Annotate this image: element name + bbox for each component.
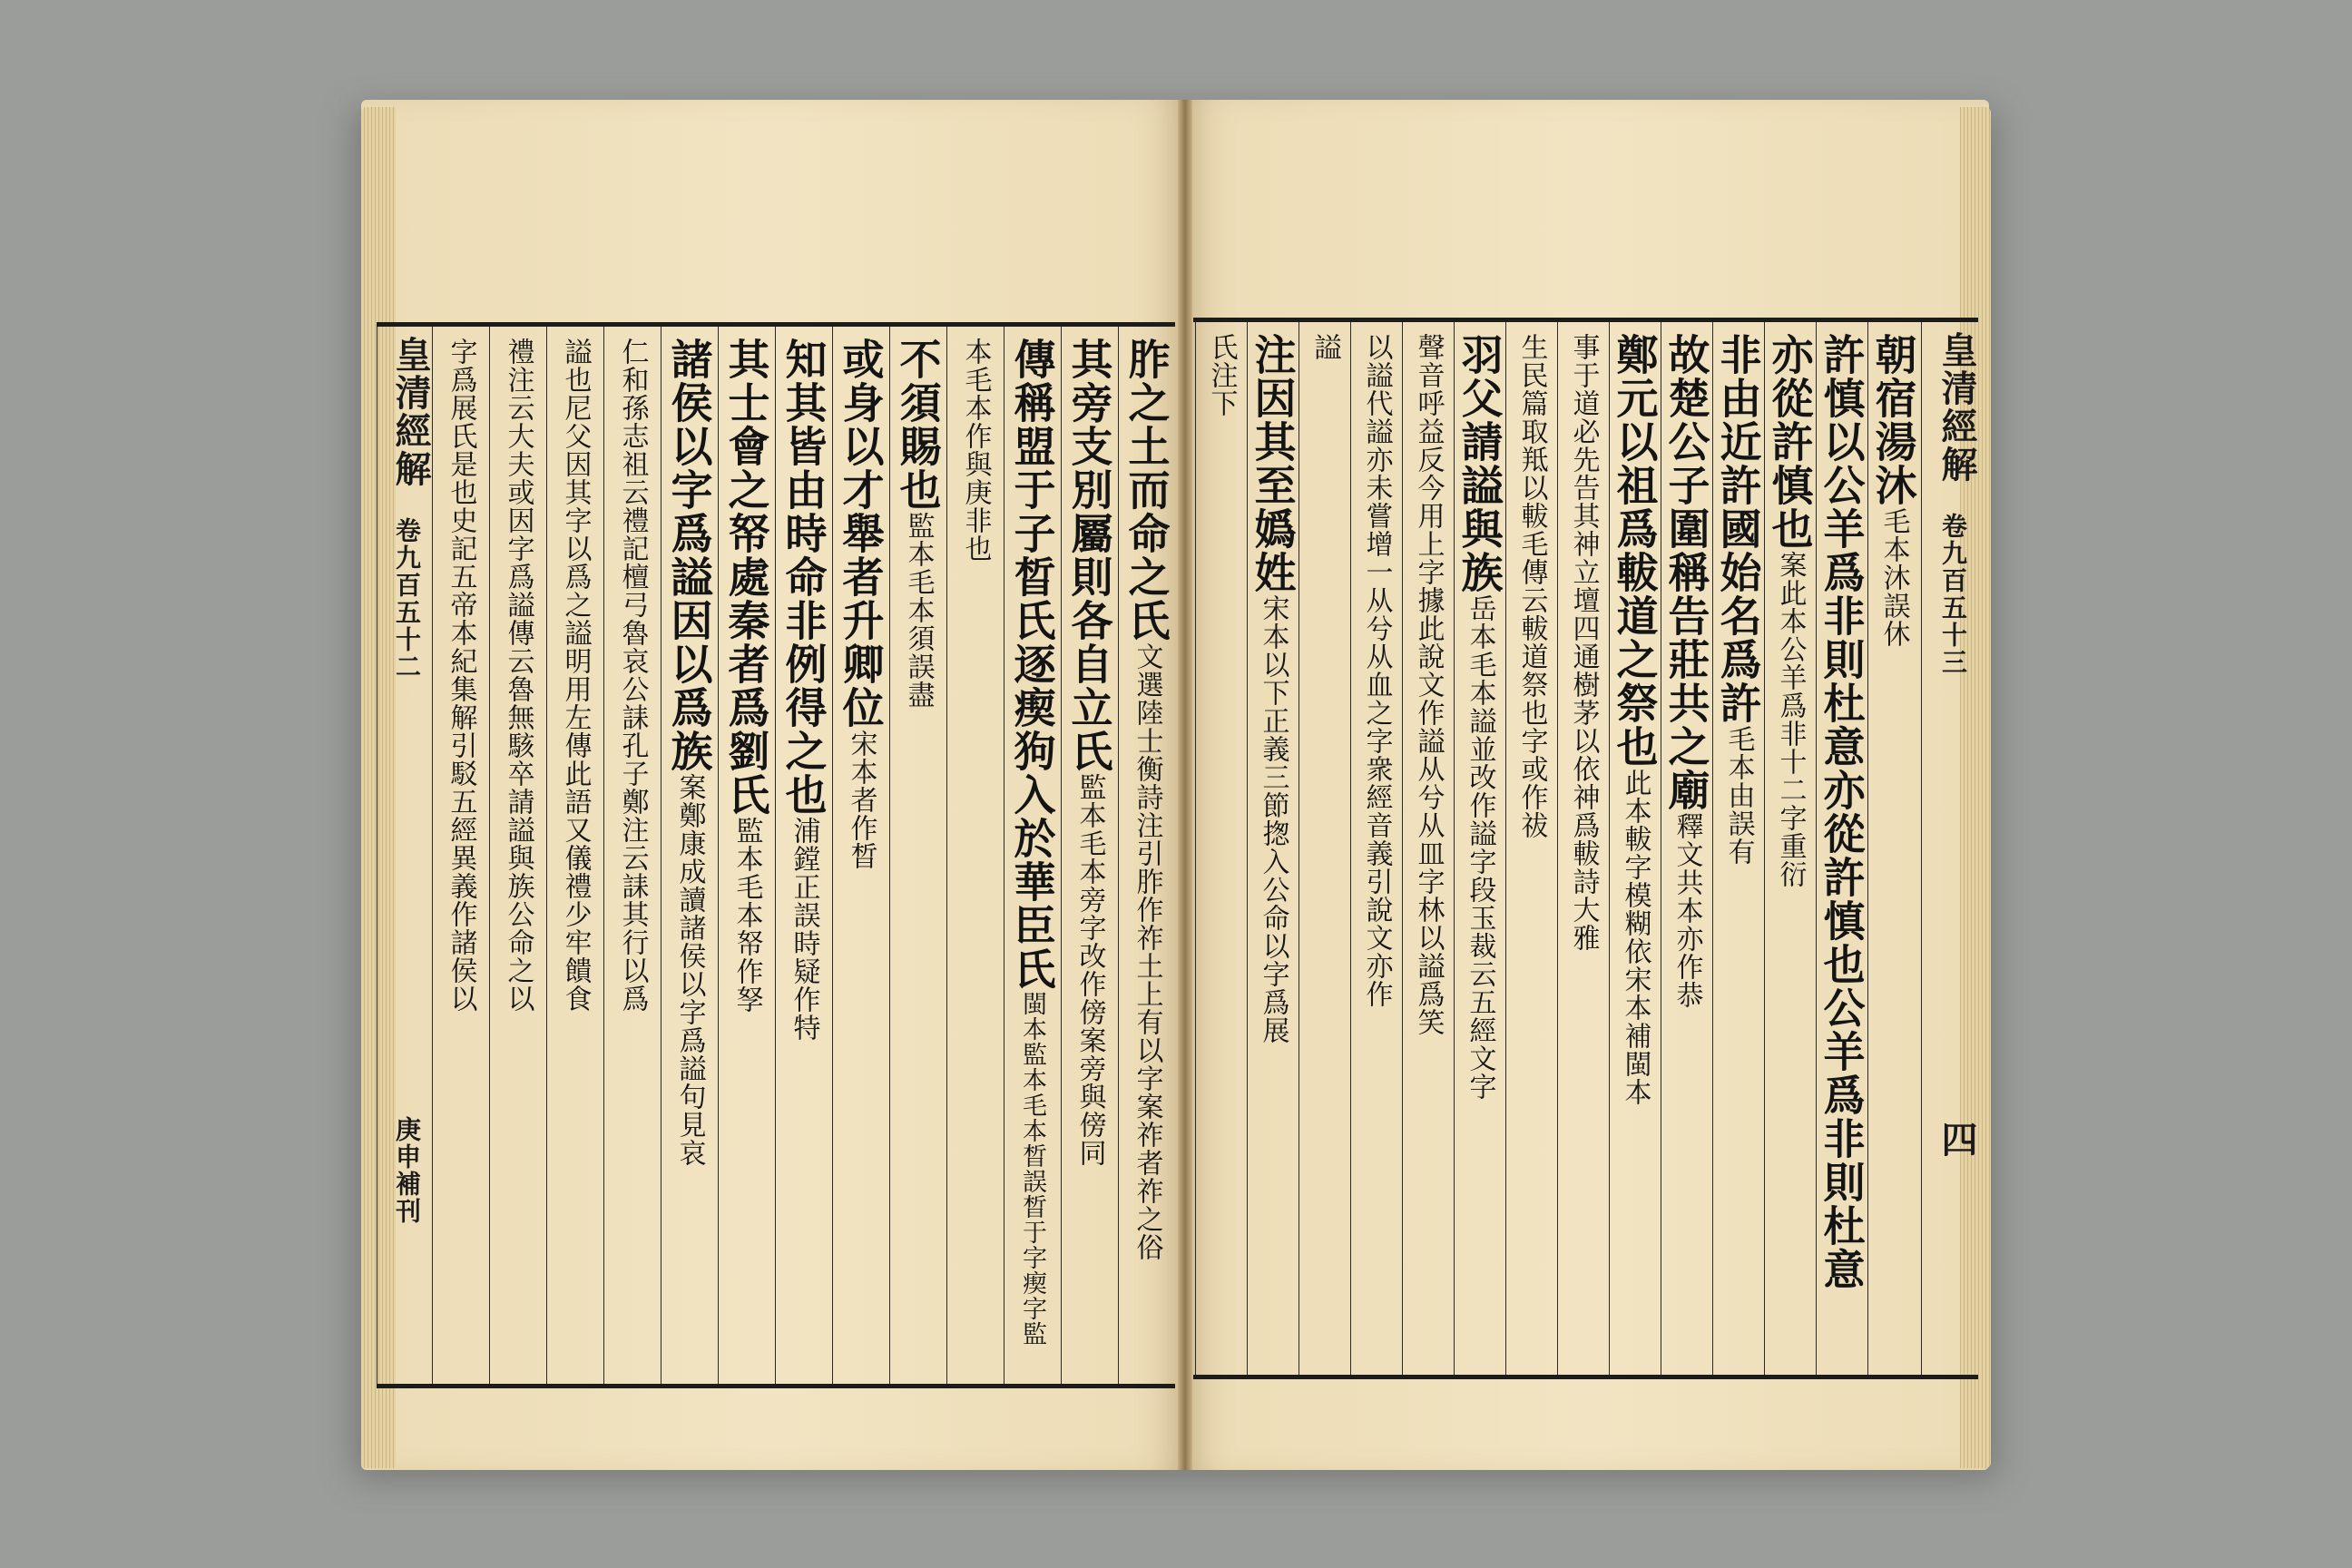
left-column [489,327,547,1384]
right-annotation-text: 宋本以下正義三節揔入公命以字爲展 [1257,594,1289,1044]
left-column [432,327,490,1384]
left-column [1118,327,1176,1384]
left-main-text: 知其皆由時命非例得之也 [779,338,828,817]
right-main-text: 注因其至嬀姓 [1248,333,1298,594]
left-column [889,327,947,1384]
left-column [1061,327,1119,1384]
left-column [603,327,662,1384]
left-main-text: 其士會之帑處秦者爲劉氏 [721,338,771,817]
left-main-text: 其旁支別屬則各自立氏 [1064,338,1114,773]
right-annotation-text: 岳本毛本謚並改作謚字段玉裁云五經文字 [1464,594,1496,1101]
left-annotation-text: 案鄭康成讀諸侯以字爲謚句見哀 [673,773,706,1167]
right-margin-folio: 四 [1936,1121,1978,1159]
right-margin-title: 皇清經解 [1936,331,1978,484]
right-annotation-text: 謚 [1308,333,1341,361]
right-column [1609,322,1661,1375]
left-column [832,327,890,1384]
right-main-text: 亦從許慎也 [1765,333,1815,551]
left-main-text: 或身以才舉者升卿位 [836,338,886,730]
right-column [1454,322,1506,1375]
right-main-text: 羽父請謚與族 [1455,333,1504,594]
right-annotation-text: 毛本沐誤休 [1877,507,1910,648]
left-annotation-text: 禮注云大夫或因字爲謚傳云魯無駭卒請謚與族公命之以 [502,338,534,1013]
left-annotation-text: 監本毛本須誤盡 [902,512,935,709]
left-annotation-text: 字爲展氏是也史記五帝本紀集解引駁五經異義作諸侯以 [445,338,477,1013]
left-margin-footer: 庚申補刊 [392,1116,422,1225]
right-column [1764,322,1817,1375]
right-column [1402,322,1455,1375]
right-annotation-text: 聲音呼益反今用上字據此說文作謚从兮从皿字林以謚爲笑 [1412,333,1445,1036]
right-column [1505,322,1558,1375]
right-column [1557,322,1610,1375]
right-main-text: 鄭元以祖爲軷道之祭也 [1610,333,1660,769]
right-annotation-text: 釋文共本亦作恭 [1671,812,1703,1009]
right-column [1247,322,1299,1375]
right-column [1195,322,1248,1375]
left-column [775,327,833,1384]
left-column [718,327,776,1384]
left-annotation-text: 仁和孫志祖云禮記檀弓魯哀公誄孔子鄭注云誄其行以爲 [616,338,649,1013]
right-text-frame [1193,318,1978,1379]
left-column [1004,327,1062,1384]
left-annotation-text: 監本毛本帑作孥 [730,817,763,1014]
right-annotation-text: 此本軷字模糊依宋本補閩本 [1619,769,1651,1106]
right-column [1350,322,1403,1375]
left-annotation-text: 浦鏜正誤時疑作特 [788,817,820,1042]
left-margin-column [377,327,432,1384]
left-column [661,327,719,1384]
right-annotation-text: 生民篇取羝以軷毛傳云軷道祭也字或作祓 [1515,333,1548,839]
right-annotation-text: 毛本由誤有 [1722,725,1755,866]
left-main-text: 傳稱盟于子晳氏逐瘈狗入於華臣氏 [1007,338,1057,991]
left-annotation-text: 閩本監本毛本晳誤晳于字瘈字監 [1018,991,1046,1347]
right-margin-column [1921,322,1978,1375]
left-margin-title: 皇清經解 [389,336,432,488]
right-column [1867,322,1920,1375]
left-main-text: 諸侯以字爲謚因以爲族 [664,338,714,773]
left-annotation-text: 宋本者作晳 [845,730,877,870]
left-annotation-text: 監本毛本旁字改作傍案旁與傍同 [1073,773,1106,1167]
left-annotation-text: 文選陸士衡詩注引胙作祚土上有以字案祚者祚之俗 [1131,642,1163,1261]
book-gutter [1178,100,1192,1470]
right-main-text: 許慎以公羊爲非則杜意亦從許慎也公羊爲非則杜意 [1817,333,1867,1291]
right-main-text: 故楚公子圍稱告莊共之廟 [1661,333,1711,812]
left-annotation-text: 謚也尼父因其字以爲之謚明用左傳此語又儀禮少牢饋食 [559,338,592,1013]
right-margin-volume: 卷九百五十三 [1938,513,1968,676]
right-annotation-text: 以謚代謚亦未嘗增一从兮从血之字衆經音義引說文亦作 [1360,333,1393,1008]
right-column [1712,322,1765,1375]
left-annotation-text: 本毛本作與庚非也 [959,338,992,563]
left-margin-volume: 卷九百五十二 [392,517,422,681]
right-column [1298,322,1351,1375]
left-text-frame [377,322,1175,1388]
right-main-text: 朝宿湯沐 [1868,333,1918,507]
right-annotation-text: 案此本公羊爲非十二字重衍 [1774,551,1807,888]
right-annotation-text: 事于道必先告其神立壇四通樹茅以依神爲軷詩大雅 [1567,333,1600,952]
right-column [1816,322,1868,1375]
left-column [946,327,1004,1384]
right-annotation-text: 氏注下 [1205,333,1238,417]
right-column [1661,322,1713,1375]
left-column [546,327,604,1384]
right-main-text: 非由近許國始名爲許 [1713,333,1763,725]
left-main-text: 不須賜也 [893,338,943,512]
left-main-text: 胙之土而命之氏 [1122,338,1171,642]
